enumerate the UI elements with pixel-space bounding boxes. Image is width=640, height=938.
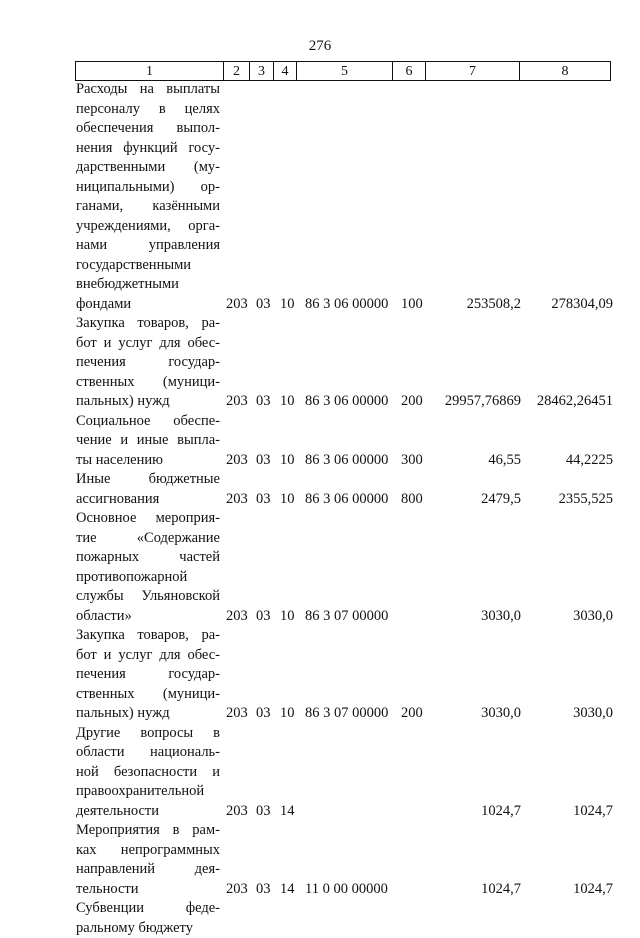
cell-col-7: 253508,2 — [467, 295, 521, 315]
cell-col-7: 3030,0 — [481, 704, 521, 724]
description-line: ты населению — [76, 451, 220, 471]
description-line: Другие вопросы в — [76, 724, 220, 744]
description-line: внебюджетными — [76, 275, 220, 295]
description-line: Иные бюджетные — [76, 470, 220, 490]
description-line: правоохранительной — [76, 782, 220, 802]
header-col-5: 5 — [297, 62, 393, 81]
description-line: Субвенции феде- — [76, 899, 220, 919]
cell-col-6: 200 — [401, 392, 423, 412]
cell-col-8: 44,2225 — [566, 451, 613, 471]
cell-col-2: 203 — [226, 607, 248, 627]
description-line: Закупка товаров, ра- — [76, 314, 220, 334]
cell-col-5: 86 3 07 00000 — [305, 704, 388, 724]
header-col-8: 8 — [520, 62, 611, 81]
cell-col-3: 03 — [256, 607, 271, 627]
cell-col-3: 03 — [256, 802, 271, 822]
description-line: нения функций госу- — [76, 139, 220, 159]
row-description — [76, 509, 220, 626]
cell-col-3: 03 — [256, 490, 271, 510]
cell-col-2: 203 — [226, 295, 248, 315]
description-line: чение и иные выпла- — [76, 431, 220, 451]
cell-col-4: 10 — [280, 490, 295, 510]
description-line: ной безопасности и — [76, 763, 220, 783]
cell-col-2: 203 — [226, 880, 248, 900]
description-line: противопожарной — [76, 568, 220, 588]
cell-col-5: 86 3 06 00000 — [305, 295, 388, 315]
row-description — [76, 821, 220, 899]
description-line: бот и услуг для обес- — [76, 646, 220, 666]
header-col-6: 6 — [393, 62, 426, 81]
description-line: Мероприятия в рам- — [76, 821, 220, 841]
description-line: обеспечения выпол- — [76, 119, 220, 139]
cell-col-3: 03 — [256, 392, 271, 412]
cell-col-2: 203 — [226, 392, 248, 412]
header-col-1: 1 — [76, 62, 224, 81]
header-col-4: 4 — [274, 62, 297, 81]
row-description — [76, 412, 220, 471]
description-line: области» — [76, 607, 220, 627]
description-line: пальных) нужд — [76, 704, 220, 724]
description-line: ственных (муници- — [76, 373, 220, 393]
description-line: учреждениями, орга- — [76, 217, 220, 237]
description-line: персоналу в целях — [76, 100, 220, 120]
row-description — [76, 314, 220, 412]
cell-col-6: 800 — [401, 490, 423, 510]
cell-col-5: 86 3 06 00000 — [305, 490, 388, 510]
cell-col-2: 203 — [226, 802, 248, 822]
cell-col-8: 3030,0 — [573, 607, 613, 627]
description-line: ганами, казёнными — [76, 197, 220, 217]
description-line: ках непрограммных — [76, 841, 220, 861]
description-line: тие «Содержание — [76, 529, 220, 549]
cell-col-3: 03 — [256, 451, 271, 471]
cell-col-6: 200 — [401, 704, 423, 724]
cell-col-7: 3030,0 — [481, 607, 521, 627]
description-line: Основное мероприя- — [76, 509, 220, 529]
description-line: пожарных частей — [76, 548, 220, 568]
cell-col-7: 2479,5 — [481, 490, 521, 510]
cell-col-5: 86 3 06 00000 — [305, 392, 388, 412]
cell-col-5: 86 3 06 00000 — [305, 451, 388, 471]
cell-col-5: 86 3 07 00000 — [305, 607, 388, 627]
cell-col-8: 3030,0 — [573, 704, 613, 724]
description-line: Закупка товаров, ра- — [76, 626, 220, 646]
cell-col-2: 203 — [226, 451, 248, 471]
cell-col-5: 11 0 00 00000 — [305, 880, 388, 900]
description-line: ассигнования — [76, 490, 220, 510]
header-col-2: 2 — [224, 62, 250, 81]
header-col-3: 3 — [250, 62, 274, 81]
cell-col-4: 10 — [280, 704, 295, 724]
row-description — [76, 626, 220, 724]
description-line: ральному бюджету — [76, 919, 220, 938]
description-line: ниципальными) ор- — [76, 178, 220, 198]
row-description — [76, 724, 220, 822]
row-description — [76, 470, 220, 509]
cell-col-3: 03 — [256, 704, 271, 724]
description-line: нами управления — [76, 236, 220, 256]
description-line: Социальное обеспе- — [76, 412, 220, 432]
cell-col-6: 300 — [401, 451, 423, 471]
cell-col-4: 14 — [280, 802, 295, 822]
cell-col-2: 203 — [226, 704, 248, 724]
cell-col-8: 1024,7 — [573, 802, 613, 822]
description-line: бот и услуг для обес- — [76, 334, 220, 354]
cell-col-4: 10 — [280, 451, 295, 471]
cell-col-7: 1024,7 — [481, 802, 521, 822]
description-line: Расходы на выплаты — [76, 80, 220, 100]
cell-col-3: 03 — [256, 295, 271, 315]
description-line: пальных) нужд — [76, 392, 220, 412]
cell-col-7: 29957,76869 — [445, 392, 521, 412]
description-line: направлений дея- — [76, 860, 220, 880]
cell-col-6: 100 — [401, 295, 423, 315]
cell-col-4: 10 — [280, 607, 295, 627]
description-line: государственными — [76, 256, 220, 276]
cell-col-8: 1024,7 — [573, 880, 613, 900]
cell-col-7: 46,55 — [488, 451, 521, 471]
cell-col-7: 1024,7 — [481, 880, 521, 900]
description-line: тельности — [76, 880, 220, 900]
description-line: службы Ульяновской — [76, 587, 220, 607]
page-number: 276 — [0, 38, 640, 55]
cell-col-3: 03 — [256, 880, 271, 900]
description-line: дарственными (му- — [76, 158, 220, 178]
cell-col-4: 10 — [280, 295, 295, 315]
cell-col-8: 2355,525 — [559, 490, 613, 510]
cell-col-4: 14 — [280, 880, 295, 900]
description-line: ственных (муници- — [76, 685, 220, 705]
description-line: печения государ- — [76, 353, 220, 373]
description-line: области националь- — [76, 743, 220, 763]
header-col-7: 7 — [426, 62, 520, 81]
cell-col-8: 28462,26451 — [537, 392, 613, 412]
description-line: фондами — [76, 295, 220, 315]
cell-col-4: 10 — [280, 392, 295, 412]
cell-col-2: 203 — [226, 490, 248, 510]
description-line: печения государ- — [76, 665, 220, 685]
cell-col-8: 278304,09 — [551, 295, 613, 315]
row-description — [76, 80, 220, 314]
description-line: деятельности — [76, 802, 220, 822]
table-header — [75, 61, 611, 81]
